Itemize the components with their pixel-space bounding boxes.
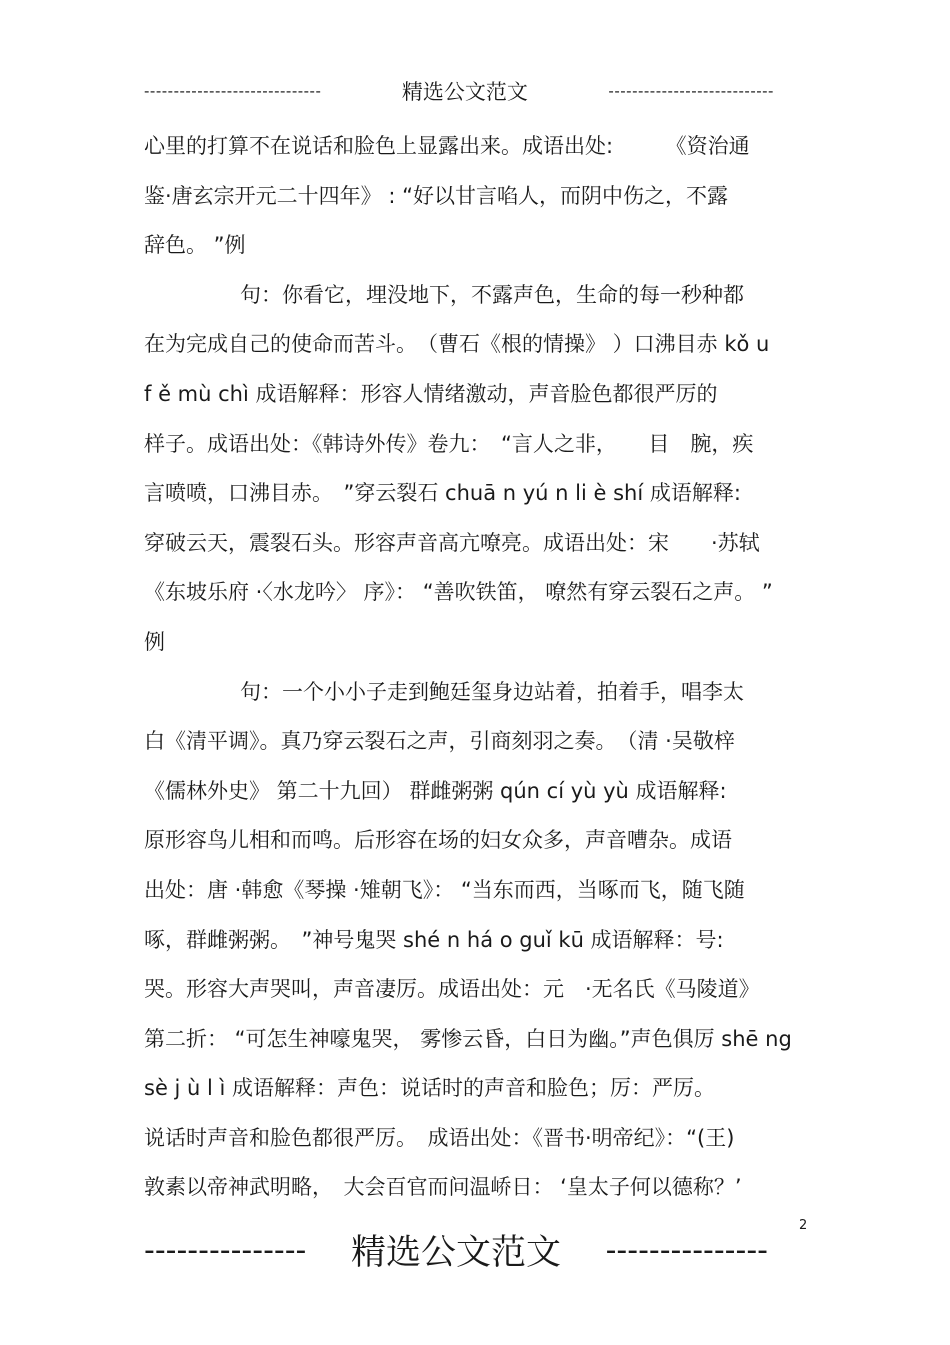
text-line: 白《清平调》。真乃穿云裂石之声，引商刻羽之奏。 （清 ·吴敬梓 [144,729,735,754]
text-line: 在为完成自己的使命而苦斗。 （曹石《根的情操》 ）口沸目赤 kǒ u [144,332,770,357]
page-number: 2 [799,1218,808,1233]
text-line: 穿破云天，震裂石头。形容声音高亢嘹亮。成语出处：宋 ·苏轼 [144,530,760,555]
footer-dashes-right: --------------- [605,1232,768,1268]
text-line: 《东坡乐府 ·〈水龙吟〉 序》： “善吹铁笛， 嘹然有穿云裂石之声。 ” [144,580,773,605]
text-line: 句：你看它，埋没地下，不露声色，生命的每一秒种都 [240,282,744,307]
header-title: 精选公文范文 [401,80,528,104]
text-line: 例 [144,629,165,654]
text-line: f ě mù chì 成语解释：形容人情绪激动，声音脸色都很严厉的 [144,381,718,406]
page-footer [144,1225,768,1275]
text-line: 辞色。 ”例 [144,233,246,258]
page-header [144,76,774,106]
text-line: 哭。形容大声哭叫，声音凄厉。成语出处：元 ·无名氏《马陵道》 [144,977,760,1002]
header-dashes-right: ---------------------------- [608,82,774,100]
text-line: 句：一个小小子走到鲍廷玺身边站着，拍着手，唱李太 [240,679,744,704]
text-line: 言喷喷，口沸目赤。 ”穿云裂石 chuā n yú n li è shí 成语解释: [144,481,741,506]
text-line: 《儒林外史》 第二十九回） 群雌粥粥 qún cí yù yù 成语解释: [144,778,727,803]
text-line: 第二折： “可怎生神嚎鬼哭， 雾惨云昏，白日为幽。”声色俱厉 shē ng [144,1026,792,1051]
header-dashes-left: ------------------------------ [144,82,322,100]
text-line: 敦素以帝神武明略， 大会百官而问温峤日： ‘皇太子何以德称？’ [144,1175,742,1200]
footer-title: 精选公文范文 [350,1233,561,1273]
text-line: 啄，群雌粥粥。 ”神号鬼哭 shé n há o guǐ kū 成语解释：号: [144,927,724,952]
text-line: 样子。成语出处：《韩诗外传》卷九： “言人之非， 目 腕，疾 [144,431,754,456]
text-line: 说话时声音和脸色都很严厉。 成语出处：《晋书·明帝纪》：“(王) [144,1125,735,1150]
text-line: 心里的打算不在说话和脸色上显露出来。成语出处: 《资治通 [144,134,750,158]
text-line: 原形容鸟儿相和而鸣。后形容在场的妇女众多，声音嘈杂。成语 [144,828,732,853]
text-line: 出处：唐 ·韩愈《琴操 ·雉朝飞》： “当东而西，当啄而飞，随飞随 [144,877,745,902]
text-line: sè j ù l ì 成语解释：声色：说话时的声音和脸色；厉：严厉。 [144,1076,716,1101]
document-body [144,122,824,1213]
text-line: 鉴·唐玄宗开元二十四年》 : “好以甘言啗人，而阴中伤之，不露 [144,183,728,208]
footer-dashes-left: --------------- [144,1232,307,1268]
